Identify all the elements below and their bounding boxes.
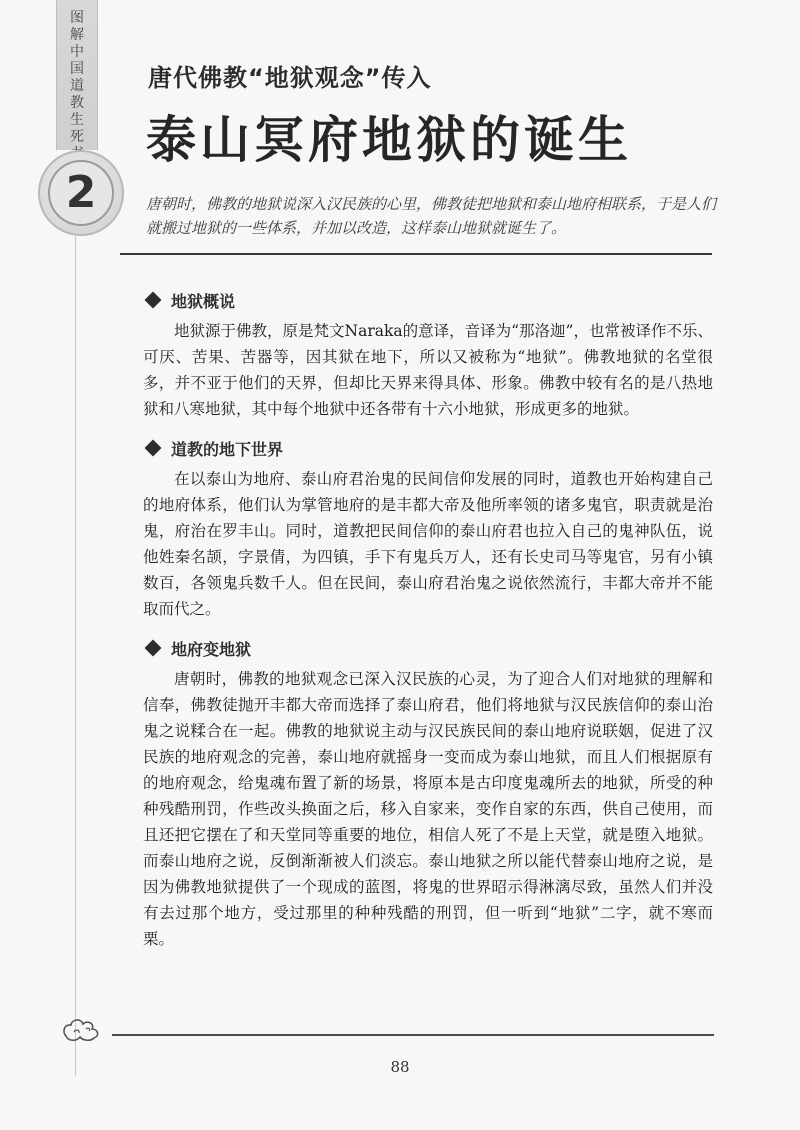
diamond-bullet-icon: [145, 292, 162, 309]
series-title-char: 道: [70, 78, 84, 94]
series-side-tab: [56, 0, 98, 150]
series-title: [57, 10, 97, 163]
cloud-ornament-icon: [60, 1014, 106, 1048]
footer-divider: [112, 1034, 714, 1036]
side-divider: [75, 236, 76, 1076]
series-title-char: 生: [70, 112, 84, 128]
section-heading-text: 道教的地下世界: [171, 440, 284, 459]
section-heading: [143, 636, 713, 664]
page-subtitle: 唐代佛教“地狱观念”传入: [148, 64, 432, 92]
section-paragraph: 唐朝时，佛教的地狱观念已深入汉民族的心灵，为了迎合人们对地狱的理解和信奉，佛教徒抛开丰都大帝而选择了泰山府君，他们将地狱与汉民族信仰的泰山治鬼之说糅合在一起。佛教的地狱说主动与汉民族民间的泰山地府说联姻，促进了汉民族的地府观念的完善，泰山地府就摇身一变而成为泰山地狱，而且人们根据原有的地府观念，给鬼魂布置了新的场景，将原本是古印度鬼魂所去的地狱，所受的种种残酷刑罚，作些改头换面之后，移入自家来，变作自家的东西，供自己使用，而且还把它摆在了和天堂同等重要的地位，相信人死了不是上天堂，就是堕入地狱。而泰山地府之说，反倒渐渐被人们淡忘。泰山地狱之所以能代替泰山地府之说，是因为佛教地狱提供了一个现成的蓝图，将鬼的世界昭示得淋漓尽致，虽然人们并没有去过那个地方，受过那里的种种残酷的刑罚，但一听到“地狱”二字，就不寒而栗。: [143, 670, 713, 948]
chapter-badge: [38, 150, 124, 236]
diamond-bullet-icon: [145, 640, 162, 657]
section-heading-text: 地府变地狱: [171, 640, 252, 659]
page-number: 88: [390, 1058, 410, 1076]
series-title-char: 死: [70, 129, 84, 145]
section-heading-text: 地狱概说: [171, 292, 236, 311]
section-paragraph: 在以泰山为地府、泰山府君治鬼的民间信仰发展的同时，道教也开始构建自己的地府体系，他们认为掌管地府的是丰都大帝及他所率领的诸多鬼官，职责就是治鬼，府治在罗丰山。同时，道教把民间信仰的泰山府君也拉入自己的鬼神队伍，说他姓秦名颉，字景倩，为四镇，手下有鬼兵万人，还有长史司马等鬼官，另有小镇数百，各领鬼兵数千人。但在民间，泰山府君治鬼之说依然流行，丰都大帝并不能取而代之。: [143, 470, 713, 618]
section-heading: [143, 436, 713, 464]
intro-text: 唐朝时，佛教的地狱说深入汉民族的心里，佛教徒把地狱和泰山地府相联系，于是人们就搬过地狱的一些体系，并加以改造，这样泰山地狱就诞生了。: [146, 195, 717, 237]
section-heading: [143, 288, 713, 316]
series-title-char: 中: [70, 44, 84, 60]
series-title-char: 解: [70, 27, 84, 43]
series-title-char: 教: [70, 95, 84, 111]
page-title: 泰山冥府地狱的诞生: [146, 110, 632, 169]
series-title-char: 国: [70, 61, 84, 77]
diamond-bullet-icon: [145, 440, 162, 457]
section-paragraph: 地狱源于佛教，原是梵文Naraka的意译，音译为“那洛迦”，也常被译作不乐、可厌、苦果、苦器等，因其狱在地下，所以又被称为“地狱”。佛教地狱的名堂很多，并不亚于他们的天界，但却比天界来得具体、形象。佛教中较有名的是八热地狱和八寒地狱，其中每个地狱中还各带有十六小地狱，形成更多的地狱。: [143, 322, 713, 418]
article-body: [143, 282, 713, 966]
series-title-char: 图: [70, 10, 84, 26]
chapter-number: 2: [48, 160, 114, 226]
intro-divider: [120, 253, 712, 255]
